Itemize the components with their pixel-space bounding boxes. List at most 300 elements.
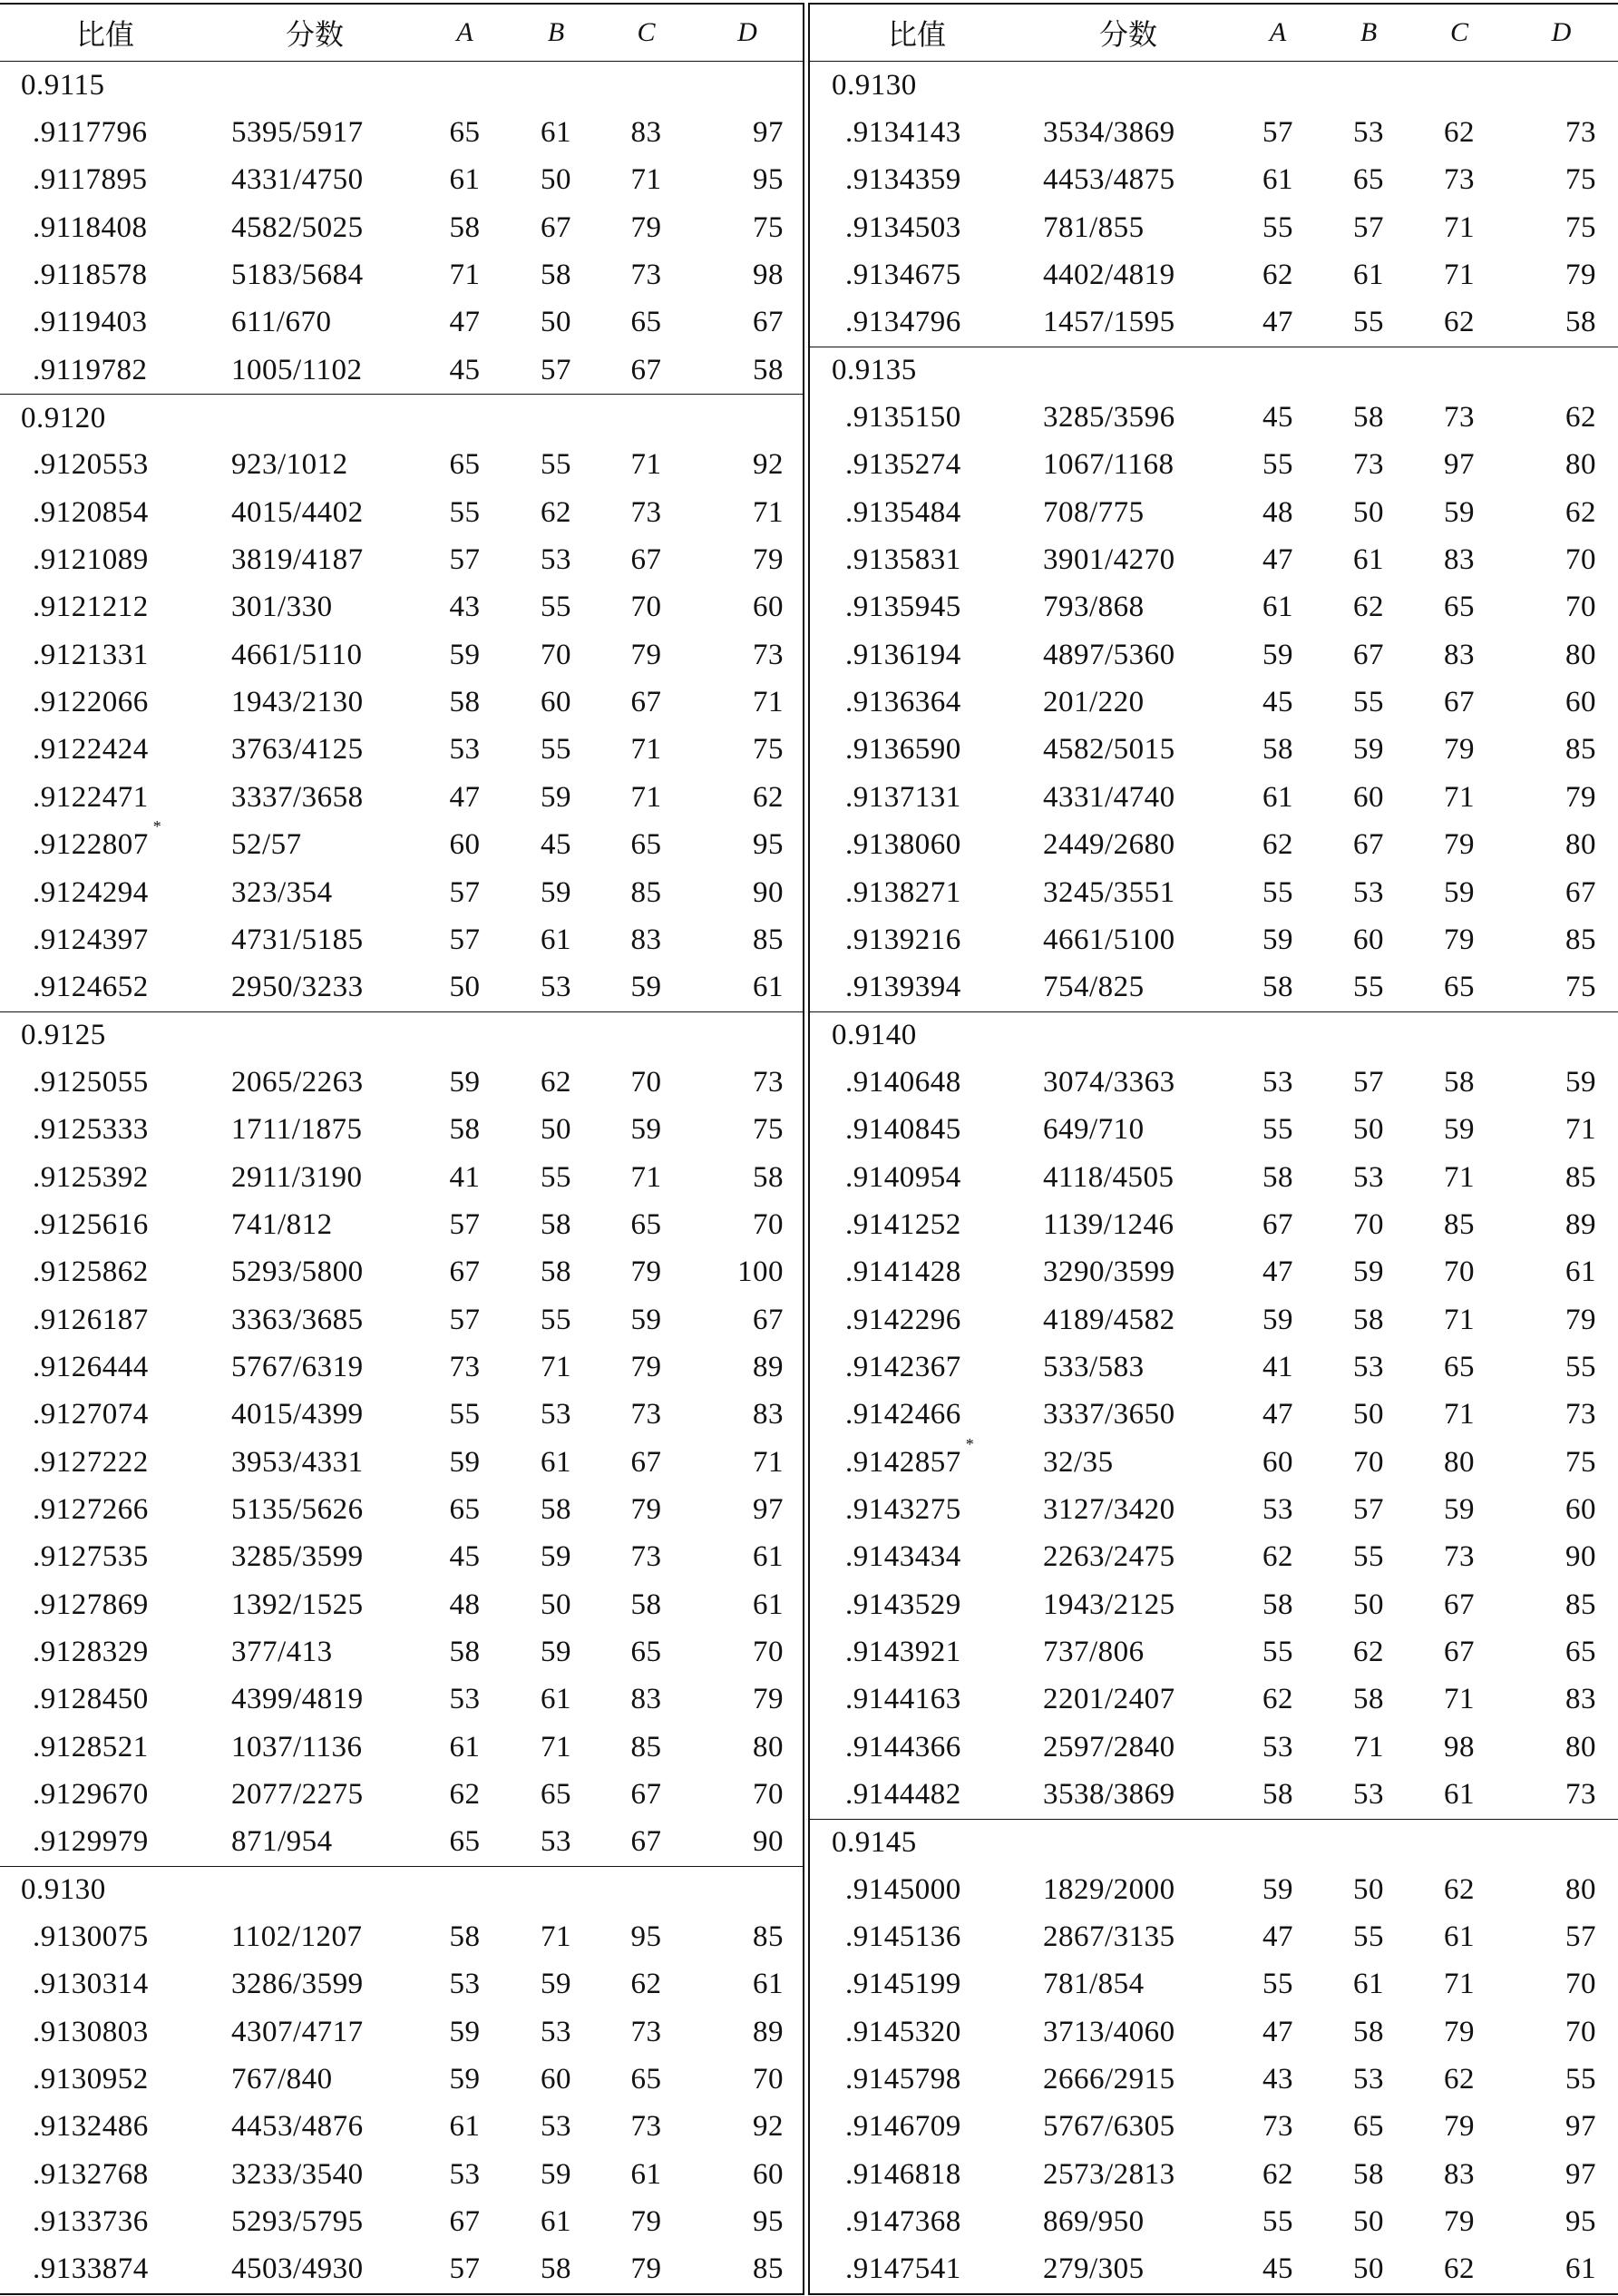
ratio-value: .9144482 [845,1778,961,1812]
cell-d: 60 [753,2157,784,2191]
cell-b: 70 [541,638,571,671]
cell-b: 53 [541,1825,571,1859]
double-column-divider [803,3,810,2295]
cell-d: 70 [1565,543,1596,577]
cell-c: 59 [630,1113,662,1147]
cell-ratio [810,971,1024,1004]
cell-d: 85 [753,923,784,956]
cell-c: 62 [1444,2063,1475,2096]
cell-fraction: 649/710 [1043,1113,1145,1147]
table-row [0,109,804,156]
cell-a: 45 [449,353,481,386]
ratio-value: .9142466 [845,1398,961,1431]
cell-c: 79 [630,2252,662,2286]
cell-b: 61 [1353,1968,1384,2001]
cell-a: 53 [1262,1065,1293,1099]
cell-ratio [0,2252,210,2286]
table-row [810,964,1618,1011]
cell-fraction: 3337/3658 [231,780,364,814]
ratio-value: .9118408 [33,210,148,244]
ratio-value: .9127266 [33,1492,149,1526]
table-row [810,727,1618,774]
cell-fraction: 793/868 [1043,591,1145,624]
cell-fraction: 1067/1168 [1043,448,1175,482]
table-row [0,1296,804,1343]
cell-fraction: 301/330 [231,591,333,624]
cell-b: 58 [1353,401,1384,435]
cell-b: 53 [1353,116,1384,150]
ratio-value: .9142296 [845,1303,961,1336]
cell-ratio [0,971,210,1004]
cell-fraction: 4307/4717 [231,2015,364,2048]
cell-c: 61 [1444,1920,1475,1954]
cell-d: 71 [753,686,784,719]
cell-a: 58 [449,1920,481,1954]
cell-c: 73 [1444,1540,1475,1574]
cell-d: 80 [753,1730,784,1764]
cell-d: 80 [1565,638,1596,671]
table-row [810,1201,1618,1248]
ratio-value: .9134359 [845,163,961,197]
cell-ratio [0,686,210,719]
table-row [0,2198,804,2245]
ratio-value: .9124294 [33,875,149,909]
cell-a: 48 [1262,495,1293,529]
cell-b: 50 [1353,1113,1384,1147]
asterisk-note-mark: * [152,817,162,836]
ratio-value: .9145000 [845,1872,961,1906]
cell-a: 62 [1262,1540,1293,1574]
cell-d: 55 [1565,2063,1596,2096]
cell-c: 61 [1444,1778,1475,1812]
cell-c: 58 [1444,1065,1475,1099]
table-row [0,1486,804,1533]
cell-fraction: 737/806 [1043,1636,1145,1669]
cell-b: 62 [1353,1636,1384,1669]
cell-a: 58 [449,1113,481,1147]
cell-b: 61 [541,1683,571,1716]
cell-fraction: 3285/3596 [1043,401,1175,435]
cell-a: 62 [1262,2157,1293,2191]
cell-c: 67 [1444,686,1475,719]
cell-ratio [0,1731,210,1764]
cell-fraction: 1943/2125 [1043,1588,1175,1621]
cell-a: 59 [449,1065,481,1099]
cell-c: 73 [630,1398,662,1431]
cell-a: 62 [1262,828,1293,862]
cell-a: 55 [449,495,481,529]
cell-ratio [810,733,1024,767]
cell-a: 73 [1262,2110,1293,2144]
table-row [810,299,1618,347]
cell-ratio [0,1398,210,1431]
cell-ratio [810,1066,1024,1099]
cell-ratio [810,1351,1024,1384]
header-fraction: 分数 [1098,18,1157,51]
table-row [810,536,1618,583]
ratio-value: .9143529 [845,1588,961,1621]
cell-b: 58 [1353,2015,1384,2048]
cell-d: 61 [753,1588,784,1621]
cell-fraction: 2065/2263 [231,1065,364,1099]
table-row [0,1534,804,1581]
cell-d: 71 [1565,1113,1596,1147]
cell-c: 73 [630,495,662,529]
cell-c: 71 [1444,1968,1475,2001]
cell-b: 58 [541,1492,571,1526]
ratio-value: .9122807 [33,828,149,862]
cell-ratio [810,1683,1024,1716]
cell-d: 75 [1565,163,1596,197]
table-row [0,964,804,1011]
table-row [810,1581,1618,1628]
cell-c: 67 [630,1445,662,1479]
table-row [810,1392,1618,1439]
group-label: 0.9130 [832,68,917,102]
cell-d: 55 [1565,1350,1596,1383]
ratio-value: .9128329 [33,1636,149,1669]
cell-a: 43 [1262,2063,1293,2096]
cell-fraction: 923/1012 [231,448,348,482]
ratio-value: .9130075 [33,1920,149,1954]
cell-a: 55 [1262,875,1293,909]
cell-ratio [810,686,1024,719]
cell-c: 71 [1444,1303,1475,1336]
cell-c: 71 [630,448,662,482]
ratio-value: .9125616 [33,1207,149,1241]
cell-fraction: 4015/4402 [231,495,364,529]
cell-c: 71 [630,733,662,767]
table-row [810,1154,1618,1201]
cell-a: 59 [1262,1872,1293,1906]
cell-d: 75 [753,210,784,244]
ratio-value: .9121212 [33,591,149,624]
cell-fraction: 3538/3869 [1043,1778,1175,1812]
cell-fraction: 4189/4582 [1043,1303,1175,1336]
cell-b: 59 [541,875,571,909]
cell-ratio [0,2110,210,2144]
cell-d: 83 [753,1398,784,1431]
cell-a: 57 [449,1207,481,1241]
cell-fraction: 5293/5795 [231,2205,364,2239]
ratio-value: .9135945 [845,591,961,624]
ratio-value: .9130803 [33,2015,149,2048]
cell-b: 55 [541,591,571,624]
cell-ratio [810,1398,1024,1431]
cell-d: 79 [1565,1303,1596,1336]
cell-a: 53 [449,733,481,767]
cell-c: 85 [630,875,662,909]
cell-a: 65 [449,448,481,482]
table-row [0,1628,804,1676]
table-row [810,157,1618,204]
cell-ratio [0,543,210,577]
cell-d: 73 [753,638,784,671]
table-row [0,1201,804,1248]
cell-ratio [810,1255,1024,1289]
cell-d: 95 [753,828,784,862]
cell-b: 53 [541,543,571,577]
cell-b: 59 [541,2157,571,2191]
cell-fraction: 767/840 [231,2063,333,2096]
cell-a: 57 [449,875,481,909]
cell-c: 73 [1444,401,1475,435]
cell-b: 61 [1353,259,1384,292]
cell-fraction: 781/854 [1043,1968,1145,2001]
cell-fraction: 3245/3551 [1043,875,1175,909]
ratio-value: .9135150 [845,401,961,435]
cell-d: 71 [753,1445,784,1479]
cell-a: 47 [1262,1255,1293,1289]
cell-ratio [0,448,210,482]
ratio-value: .9124652 [33,971,149,1004]
cell-a: 50 [449,971,481,1004]
table-row [810,442,1618,489]
cell-c: 97 [1444,448,1475,482]
cell-fraction: 3953/4331 [231,1445,364,1479]
cell-a: 47 [1262,1398,1293,1431]
ratio-value: .9138271 [845,875,961,909]
cell-b: 65 [1353,2110,1384,2144]
cell-a: 58 [1262,1778,1293,1812]
cell-c: 79 [630,1492,662,1526]
cell-ratio [0,1493,210,1527]
cell-ratio [0,1161,210,1195]
cell-b: 55 [541,1160,571,1194]
cell-fraction: 377/413 [231,1636,333,1669]
cell-b: 55 [541,448,571,482]
cell-a: 45 [449,1540,481,1574]
cell-b: 71 [541,1350,571,1383]
cell-fraction: 3901/4270 [1043,543,1175,577]
cell-b: 62 [1353,591,1384,624]
cell-b: 58 [541,1255,571,1289]
cell-d: 95 [753,2205,784,2239]
cell-ratio [810,2063,1024,2096]
cell-a: 55 [1262,2205,1293,2239]
ratio-value: .9141252 [845,1207,961,1241]
cell-b: 67 [541,210,571,244]
ratio-value: .9127222 [33,1445,149,1479]
cell-d: 70 [753,1778,784,1812]
cell-b: 59 [541,1968,571,2001]
table-row [0,2008,804,2056]
cell-fraction: 3819/4187 [231,543,364,577]
cell-d: 73 [753,1065,784,1099]
cell-ratio [810,2158,1024,2192]
ratio-value: .9125055 [33,1065,149,1099]
cell-c: 71 [1444,1398,1475,1431]
cell-c: 79 [1444,733,1475,767]
cell-fraction: 533/583 [1043,1350,1145,1383]
cell-d: 67 [753,1303,784,1336]
cell-a: 47 [1262,1920,1293,1954]
cell-d: 75 [1565,210,1596,244]
cell-c: 95 [630,1920,662,1954]
cell-c: 65 [630,2063,662,2096]
cell-b: 45 [541,828,571,862]
cell-fraction: 869/950 [1043,2205,1145,2239]
cell-b: 50 [541,1588,571,1621]
cell-c: 59 [630,971,662,1004]
ratio-value: .9144163 [845,1683,961,1716]
table-row [0,2104,804,2151]
cell-b: 58 [1353,2157,1384,2191]
ratio-value: .9145199 [845,1968,961,2001]
cell-a: 60 [1262,1445,1293,1479]
cell-b: 57 [1353,1492,1384,1526]
cell-fraction: 5767/6319 [231,1350,364,1383]
cell-fraction: 5183/5684 [231,259,364,292]
cell-b: 59 [541,780,571,814]
ratio-value: .9139394 [845,971,961,1004]
cell-ratio [810,2016,1024,2049]
cell-ratio [810,401,1024,435]
cell-ratio [0,1255,210,1289]
cell-d: 80 [1565,1730,1596,1764]
cell-a: 57 [449,543,481,577]
cell-d: 60 [753,591,784,624]
cell-c: 65 [630,1636,662,1669]
table-row [810,109,1618,156]
cell-a: 60 [449,828,481,862]
cell-ratio [810,1434,1024,1480]
table-row [810,822,1618,869]
cell-ratio [810,876,1024,910]
cell-fraction: 32/35 [1043,1445,1114,1479]
cell-ratio [0,1636,210,1669]
cell-b: 53 [541,971,571,1004]
ratio-value: .9136364 [845,686,961,719]
cell-b: 58 [1353,1303,1384,1336]
ratio-value: .9121331 [33,638,149,671]
cell-fraction: 3286/3599 [231,1968,364,2001]
cell-ratio [810,1636,1024,1669]
cell-d: 67 [753,306,784,339]
cell-c: 83 [1444,638,1475,671]
cell-ratio [0,496,210,530]
ratio-value: .9125862 [33,1255,149,1289]
cell-b: 61 [541,1445,571,1479]
group-label: 0.9125 [0,1011,804,1059]
cell-c: 85 [630,1730,662,1764]
cell-b: 61 [1353,543,1384,577]
table-row [0,1724,804,1771]
cell-a: 59 [449,638,481,671]
cell-fraction: 3534/3869 [1043,116,1175,150]
cell-a: 59 [449,2015,481,2048]
cell-c: 67 [630,686,662,719]
cell-fraction: 2950/3233 [231,971,364,1004]
cell-b: 53 [1353,875,1384,909]
cell-b: 50 [1353,2252,1384,2286]
cell-a: 58 [1262,733,1293,767]
cell-fraction: 2597/2840 [1043,1730,1175,1764]
cell-a: 58 [1262,1588,1293,1621]
cell-a: 61 [449,2110,481,2144]
cell-d: 80 [1565,448,1596,482]
table-row [810,204,1618,251]
table-row [810,1771,1618,1818]
cell-c: 65 [1444,1350,1475,1383]
cell-c: 62 [1444,306,1475,339]
ratio-value: .9136590 [845,733,961,767]
cell-a: 61 [1262,163,1293,197]
cell-b: 50 [541,1113,571,1147]
cell-c: 67 [630,1825,662,1859]
table-row [0,631,804,679]
cell-fraction: 4015/4399 [231,1398,364,1431]
cell-d: 92 [753,2110,784,2144]
cell-ratio [810,2252,1024,2286]
cell-fraction: 5135/5626 [231,1492,364,1526]
cell-fraction: 1457/1595 [1043,306,1175,339]
ratio-value: .9133736 [33,2205,149,2239]
cell-a: 53 [1262,1730,1293,1764]
cell-fraction: 1139/1246 [1043,1207,1175,1241]
cell-b: 59 [1353,733,1384,767]
cell-a: 62 [1262,259,1293,292]
table-row [810,916,1618,963]
cell-ratio [810,2205,1024,2239]
cell-a: 47 [1262,306,1293,339]
cell-ratio [0,1113,210,1147]
cell-d: 61 [753,1540,784,1574]
cell-d: 75 [753,1113,784,1147]
cell-c: 79 [630,1255,662,1289]
cell-fraction: 2263/2475 [1043,1540,1175,1574]
cell-d: 79 [1565,259,1596,292]
table-row [0,2056,804,2103]
cell-d: 85 [1565,923,1596,956]
cell-fraction: 611/670 [231,306,332,339]
cell-b: 65 [1353,163,1384,197]
cell-b: 50 [1353,2205,1384,2239]
header-fraction: 分数 [285,18,344,51]
cell-c: 73 [630,259,662,292]
cell-fraction: 279/305 [1043,2252,1145,2286]
cell-c: 61 [630,2157,662,2191]
cell-c: 79 [630,1350,662,1383]
header-c: C [637,17,656,47]
cell-b: 60 [1353,780,1384,814]
cell-a: 57 [449,1303,481,1336]
cell-fraction: 4503/4930 [231,2252,364,2286]
ratio-value: .9126187 [33,1303,149,1336]
cell-ratio [810,116,1024,150]
table-row [810,2104,1618,2151]
ratio-value: .9119782 [33,353,148,386]
cell-d: 57 [1565,1920,1596,1954]
cell-b: 53 [1353,2063,1384,2096]
cell-d: 83 [1565,1683,1596,1716]
cell-c: 73 [630,1540,662,1574]
cell-b: 67 [1353,828,1384,862]
table-row [810,774,1618,821]
cell-a: 45 [1262,401,1293,435]
table-row [810,2151,1618,2198]
cell-d: 70 [1565,1968,1596,2001]
cell-b: 55 [1353,686,1384,719]
cell-d: 80 [1565,1872,1596,1906]
cell-fraction: 4331/4740 [1043,780,1175,814]
cell-c: 71 [1444,1160,1475,1194]
cell-b: 55 [541,733,571,767]
cell-d: 58 [753,353,784,386]
table-row [810,1866,1618,1913]
ratio-value: .9135484 [845,495,961,529]
cell-ratio [810,1493,1024,1527]
